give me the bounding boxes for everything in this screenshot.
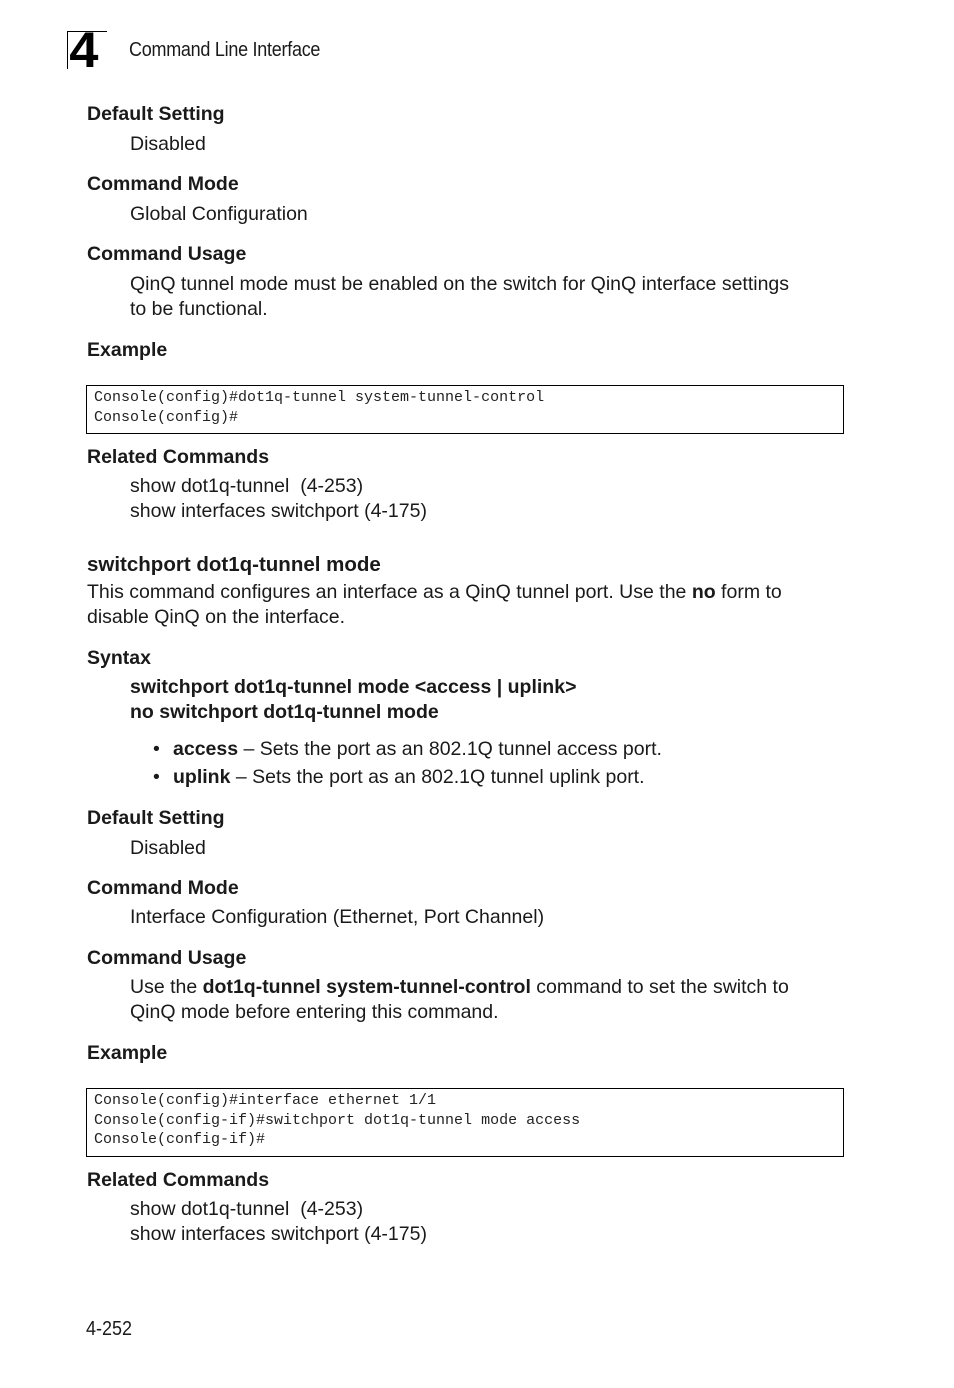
syntax-line: no switchport dot1q-tunnel mode bbox=[130, 701, 439, 723]
parameter-desc: – Sets the port as an 802.1Q tunnel access port. bbox=[238, 738, 662, 760]
usage-text: command to set the switch to bbox=[530, 976, 789, 998]
chapter-number-badge bbox=[67, 22, 107, 78]
command-usage-heading: Command Usage bbox=[87, 243, 247, 265]
parameter-name: uplink bbox=[173, 766, 231, 788]
chapter-number: 4 bbox=[69, 22, 99, 78]
command-usage-line: QinQ mode before entering this command. bbox=[130, 1001, 499, 1023]
command-usage-heading: Command Usage bbox=[87, 947, 247, 969]
related-commands-heading: Related Commands bbox=[87, 446, 270, 468]
default-setting-heading: Default Setting bbox=[87, 103, 225, 125]
command-description bbox=[87, 580, 847, 605]
default-setting-value: Disabled bbox=[130, 837, 206, 859]
page-number: 4-252 bbox=[86, 1318, 133, 1340]
default-setting-value: Disabled bbox=[130, 133, 206, 155]
command-mode-heading: Command Mode bbox=[87, 173, 239, 195]
command-usage-line: to be functional. bbox=[130, 298, 268, 320]
related-command-item: show interfaces switchport (4-175) bbox=[130, 1223, 427, 1245]
command-title: switchport dot1q-tunnel mode bbox=[87, 553, 381, 576]
parameter-item bbox=[173, 738, 662, 761]
example-heading: Example bbox=[87, 1042, 168, 1064]
related-command-item: show dot1q-tunnel (4-253) bbox=[130, 1198, 364, 1220]
usage-command: dot1q-tunnel system-tunnel-control bbox=[202, 976, 531, 998]
syntax-line: switchport dot1q-tunnel mode <access | uplink> bbox=[130, 676, 577, 698]
related-command-item: show interfaces switchport (4-175) bbox=[130, 500, 427, 522]
chapter-rule-vertical bbox=[67, 31, 68, 69]
description-text: form to bbox=[715, 581, 782, 603]
example-code-block: Console(config)#dot1q-tunnel system-tunnel-control Console(config)# bbox=[86, 385, 844, 434]
example-code-block: Console(config)#interface ethernet 1/1 Console(config-if)#switchport dot1q-tunnel mode access Console(config-if)# bbox=[86, 1088, 844, 1157]
parameter-item bbox=[173, 766, 645, 789]
parameter-desc: – Sets the port as an 802.1Q tunnel uplink port. bbox=[230, 766, 645, 788]
bullet-marker: • bbox=[153, 766, 160, 788]
command-mode-value: Interface Configuration (Ethernet, Port Channel) bbox=[130, 906, 545, 928]
command-usage-line bbox=[130, 975, 850, 1000]
related-commands-heading: Related Commands bbox=[87, 1169, 270, 1191]
command-mode-value: Global Configuration bbox=[130, 203, 308, 225]
description-text: This command configures an interface as a QinQ tunnel port. Use the bbox=[87, 581, 692, 603]
example-heading: Example bbox=[87, 339, 168, 361]
command-description-line2: disable QinQ on the interface. bbox=[87, 606, 345, 628]
command-mode-heading: Command Mode bbox=[87, 877, 239, 899]
running-title: Command Line Interface bbox=[129, 39, 321, 61]
syntax-heading: Syntax bbox=[87, 647, 151, 669]
related-command-item: show dot1q-tunnel (4-253) bbox=[130, 475, 364, 497]
description-keyword: no bbox=[691, 581, 716, 603]
parameter-name: access bbox=[173, 738, 239, 760]
usage-text: Use the bbox=[130, 976, 203, 998]
bullet-marker: • bbox=[153, 738, 160, 760]
default-setting-heading: Default Setting bbox=[87, 807, 225, 829]
command-usage-line: QinQ tunnel mode must be enabled on the switch for QinQ interface settings bbox=[130, 273, 790, 295]
